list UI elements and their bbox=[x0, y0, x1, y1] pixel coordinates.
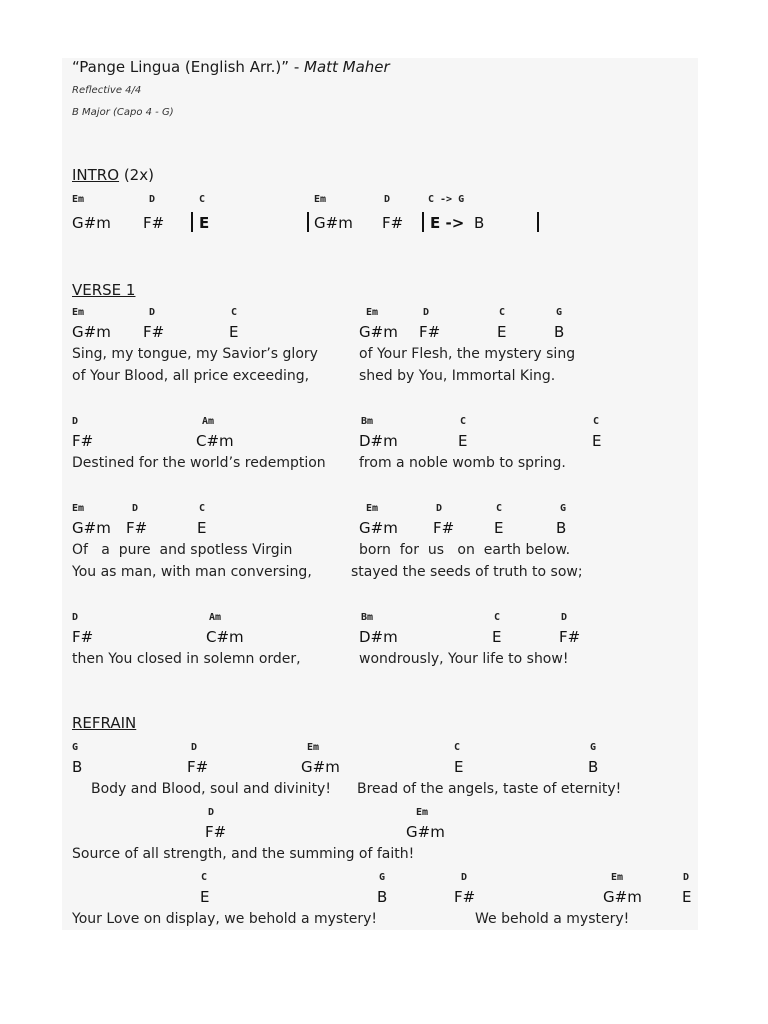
chord: E bbox=[497, 323, 507, 341]
chord: B bbox=[588, 758, 599, 776]
chord: E bbox=[454, 758, 464, 776]
song-key: B Major (Capo 4 - G) bbox=[72, 107, 174, 118]
lyric-line: You as man, with man conversing, bbox=[72, 564, 312, 580]
chord: D#m bbox=[359, 628, 398, 646]
chord: F# bbox=[72, 628, 94, 646]
chord: E bbox=[682, 888, 692, 906]
capo-chord: G bbox=[379, 872, 386, 883]
capo-chord: C bbox=[199, 194, 206, 205]
lyric-line: of Your Flesh, the mystery sing bbox=[359, 346, 576, 362]
artist-name: Matt Maher bbox=[304, 58, 390, 76]
capo-chord: Em bbox=[416, 807, 429, 818]
chord: E bbox=[197, 519, 207, 537]
chord: F# bbox=[143, 323, 165, 341]
chord: G#m bbox=[603, 888, 642, 906]
capo-chord: Am bbox=[202, 416, 215, 427]
capo-chord: Em bbox=[366, 307, 379, 318]
chord: G#m bbox=[72, 323, 111, 341]
capo-chord: C bbox=[593, 416, 600, 427]
chord: G#m bbox=[301, 758, 340, 776]
bar-line bbox=[191, 212, 193, 232]
capo-chord: D bbox=[149, 194, 156, 205]
capo-chord: C bbox=[494, 612, 501, 623]
intro-heading bbox=[72, 168, 154, 183]
chord: F# bbox=[419, 323, 441, 341]
capo-chord: C bbox=[496, 503, 503, 514]
chord: F# bbox=[126, 519, 148, 537]
chord: E -> bbox=[430, 214, 465, 232]
refrain-heading-label: REFRAIN bbox=[72, 714, 137, 732]
capo-chord: Em bbox=[611, 872, 624, 883]
capo-chord: Em bbox=[314, 194, 327, 205]
capo-chord: D bbox=[132, 503, 139, 514]
chord: E bbox=[458, 432, 468, 450]
lyric-line: of Your Blood, all price exceeding, bbox=[72, 368, 310, 384]
lyric-line: Destined for the world’s redemption bbox=[72, 455, 326, 471]
chord: B bbox=[556, 519, 567, 537]
chord: D#m bbox=[359, 432, 398, 450]
lyric-line: shed by You, Immortal King. bbox=[359, 368, 556, 384]
capo-chord: Am bbox=[209, 612, 222, 623]
chord: C#m bbox=[196, 432, 234, 450]
capo-chord: D bbox=[384, 194, 391, 205]
chord: C#m bbox=[206, 628, 244, 646]
chord: B bbox=[554, 323, 565, 341]
chord: G#m bbox=[72, 519, 111, 537]
capo-chord: Em bbox=[366, 503, 379, 514]
chord: G#m bbox=[359, 519, 398, 537]
title-separator: - bbox=[289, 58, 304, 76]
capo-chord: D bbox=[191, 742, 198, 753]
chord: F# bbox=[187, 758, 209, 776]
chord: F# bbox=[454, 888, 476, 906]
capo-chord: C bbox=[499, 307, 506, 318]
capo-chord: Bm bbox=[361, 416, 374, 427]
chord: F# bbox=[559, 628, 581, 646]
lyric-line: wondrously, Your life to show! bbox=[359, 651, 569, 667]
capo-chord: Em bbox=[72, 503, 85, 514]
capo-chord: D bbox=[149, 307, 156, 318]
capo-chord: G bbox=[556, 307, 563, 318]
capo-chord: D bbox=[423, 307, 430, 318]
chord: E bbox=[494, 519, 504, 537]
capo-chord: C bbox=[460, 416, 467, 427]
chord: G#m bbox=[314, 214, 353, 232]
lyric-line: stayed the seeds of truth to sow; bbox=[351, 564, 583, 580]
chord: F# bbox=[143, 214, 165, 232]
refrain-heading bbox=[72, 716, 136, 731]
lyric-line: Body and Blood, soul and divinity! bbox=[91, 781, 331, 797]
title-text: “Pange Lingua (English Arr.)” bbox=[72, 58, 290, 76]
capo-chord: C bbox=[454, 742, 461, 753]
capo-chord: D bbox=[436, 503, 443, 514]
capo-chord: G bbox=[590, 742, 597, 753]
chord: G#m bbox=[72, 214, 111, 232]
bar-line bbox=[307, 212, 309, 232]
capo-chord: G bbox=[560, 503, 567, 514]
intro-repeat: (2x) bbox=[119, 166, 154, 184]
capo-chord: Bm bbox=[361, 612, 374, 623]
capo-chord: D bbox=[561, 612, 568, 623]
capo-chord: C bbox=[231, 307, 238, 318]
lyric-line: Your Love on display, we behold a mystery! bbox=[72, 911, 377, 927]
chord: F# bbox=[433, 519, 455, 537]
capo-chord: G bbox=[72, 742, 79, 753]
bar-line bbox=[537, 212, 539, 232]
chord: G#m bbox=[359, 323, 398, 341]
lyric-line: Sing, my tongue, my Savior’s glory bbox=[72, 346, 318, 362]
lyric-line: then You closed in solemn order, bbox=[72, 651, 301, 667]
capo-chord: C bbox=[201, 872, 208, 883]
capo-chord: Em bbox=[72, 307, 85, 318]
lyric-line: We behold a mystery! bbox=[475, 911, 630, 927]
chord: B bbox=[72, 758, 83, 776]
capo-chord: Em bbox=[72, 194, 85, 205]
verse1-heading bbox=[72, 283, 135, 298]
chord: B bbox=[474, 214, 485, 232]
bar-line bbox=[422, 212, 424, 232]
chord-sheet bbox=[62, 58, 698, 930]
capo-chord: C -> G bbox=[428, 194, 465, 205]
capo-chord: Em bbox=[307, 742, 320, 753]
chord: E bbox=[229, 323, 239, 341]
chord: E bbox=[200, 888, 210, 906]
capo-chord: D bbox=[683, 872, 690, 883]
chord: F# bbox=[72, 432, 94, 450]
song-title bbox=[72, 60, 390, 75]
capo-chord: D bbox=[208, 807, 215, 818]
intro-heading-label: INTRO bbox=[72, 166, 120, 184]
capo-chord: D bbox=[461, 872, 468, 883]
lyric-line: Of a pure and spotless Virgin bbox=[72, 542, 293, 558]
lyric-line: born for us on earth below. bbox=[359, 542, 571, 558]
chord: G#m bbox=[406, 823, 445, 841]
lyric-line: Source of all strength, and the summing of faith! bbox=[72, 846, 415, 862]
lyric-line: from a noble womb to spring. bbox=[359, 455, 566, 471]
capo-chord: C bbox=[199, 503, 206, 514]
chord: E bbox=[199, 214, 210, 232]
verse1-heading-label: VERSE 1 bbox=[72, 281, 136, 299]
chord: B bbox=[377, 888, 388, 906]
song-style: Reflective 4/4 bbox=[72, 85, 142, 96]
lyric-line: Bread of the angels, taste of eternity! bbox=[357, 781, 622, 797]
chord: F# bbox=[382, 214, 404, 232]
chord: E bbox=[592, 432, 602, 450]
capo-chord: D bbox=[72, 416, 79, 427]
capo-chord: D bbox=[72, 612, 79, 623]
chord: F# bbox=[205, 823, 227, 841]
chord: E bbox=[492, 628, 502, 646]
